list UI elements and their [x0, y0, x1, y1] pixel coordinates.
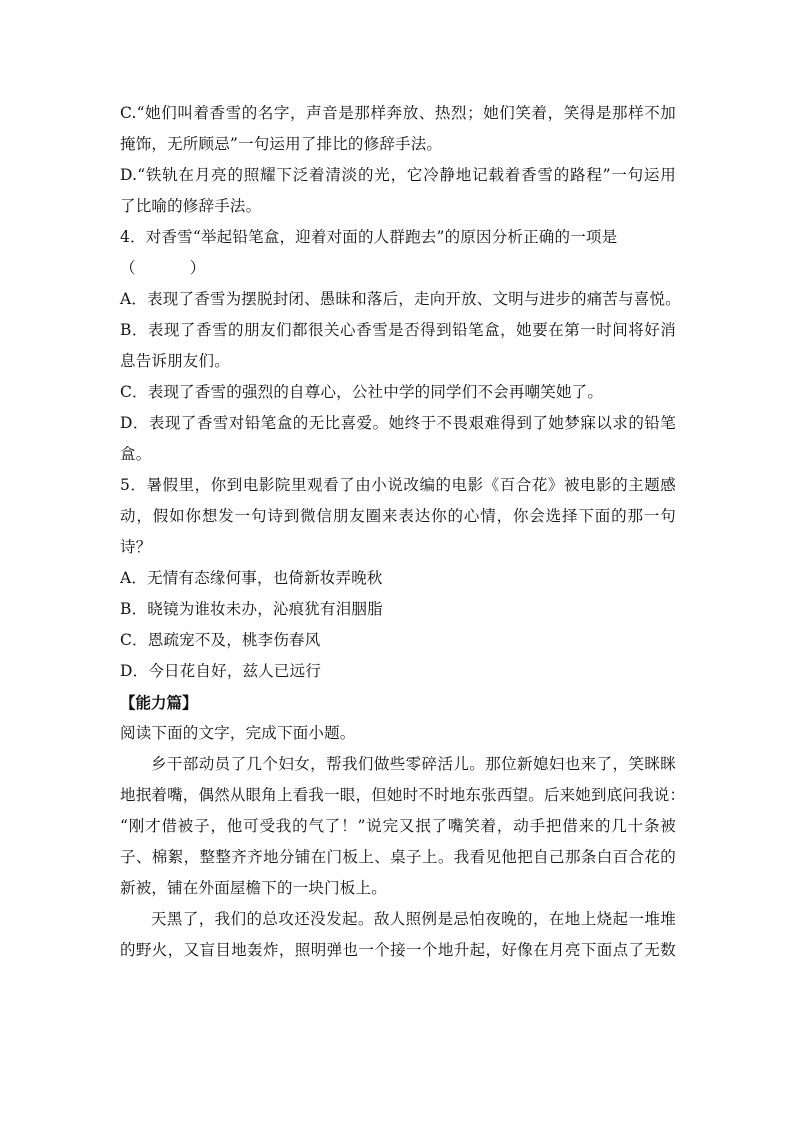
- q3-option-c-line2: 掩饰，无所顾忌”一句运用了排比的修辞手法。: [120, 135, 443, 153]
- document-page: [120, 98, 686, 966]
- q3-option-c-line1: C.“她们叫着香雪的名字，声音是那样奔放、热烈；她们笑着，笑得是那样不加: [120, 104, 676, 122]
- passage-p1-line4: 子、棉絮，整整齐齐地分铺在门板上、桌子上。我看见他把自己那条白百合花的: [120, 848, 676, 866]
- q4-answer-blank: [120, 253, 676, 284]
- q4-option-c: C．表现了香雪的强烈的自尊心，公社中学的同学们不会再嘲笑她了。: [120, 383, 604, 401]
- q3-option-d-line1: D.“铁轨在月亮的照耀下泛着清淡的光，它冷静地记载着香雪的路程”一句运用: [120, 166, 676, 184]
- q5-stem-line2: 动，假如你想发一句诗到微信朋友圈来表达你的心情，你会选择下面的那一句: [120, 507, 676, 525]
- passage-p2-line1: 天黑了，我们的总攻还没发起。敌人照例是忌怕夜晚的，在地上烧起一堆堆: [151, 910, 676, 928]
- passage-p1-line1: 乡干部动员了几个妇女，帮我们做些零碎活儿。那位新媳妇也来了，笑眯眯: [151, 755, 676, 773]
- passage-p1-line3: “刚才借被子，他可受我的气了！”说完又抿了嘴笑着，动手把借来的几十条被: [120, 817, 676, 835]
- q5-option-b: B．晓镜为谁妆未办，沁痕犹有泪胭脂: [120, 600, 383, 618]
- q5-stem-line3: 诗？: [120, 538, 152, 556]
- q5-option-d: D．今日花自好，兹人已远行: [120, 662, 322, 680]
- q4-paren-close: ）: [189, 259, 206, 277]
- reading-instruction: 阅读下面的文字，完成下面小题。: [120, 724, 356, 742]
- q4-stem: 4．对香雪“举起铅笔盒，迎着对面的人群跑去”的原因分析正确的一项是: [120, 228, 618, 246]
- q4-paren-open: （: [120, 259, 136, 277]
- q3-option-d-line2: 了比喻的修辞手法。: [120, 197, 262, 215]
- passage-p1-line5: 新被，铺在外面屋檐下的一块门板上。: [120, 879, 387, 897]
- q5-stem-line1: 5．暑假里，你到电影院里观看了由小说改编的电影《百合花》被电影的主题感: [120, 476, 676, 494]
- q4-option-b-line2: 息告诉朋友们。: [120, 352, 230, 370]
- q5-option-a: A．无情有态缘何事，也倚新妆弄晚秋: [120, 569, 383, 587]
- q4-option-b-line1: B．表现了香雪的朋友们都很关心香雪是否得到铅笔盒，她要在第一时间将好消: [120, 321, 676, 339]
- q4-option-d-line1: D．表现了香雪对铅笔盒的无比喜爱。她终于不畏艰难得到了她梦寐以求的铅笔: [120, 414, 676, 432]
- q4-option-a: A．表现了香雪为摆脱封闭、愚昧和落后，走向开放、文明与进步的痛苦与喜悦。: [120, 290, 681, 308]
- q4-option-d-line2: 盒。: [120, 445, 152, 463]
- q5-option-c: C．恩疏宠不及，桃李伤春风: [120, 631, 321, 649]
- passage-p2-line2: 的野火，又盲目地轰炸，照明弹也一个接一个地升起，好像在月亮下面点了无数: [120, 941, 676, 959]
- passage-p1-line2: 地抿着嘴，偶然从眼角上看我一眼，但她时不时地东张西望。后来她到底问我说：: [120, 786, 686, 804]
- section-heading: 【能力篇】: [120, 693, 198, 712]
